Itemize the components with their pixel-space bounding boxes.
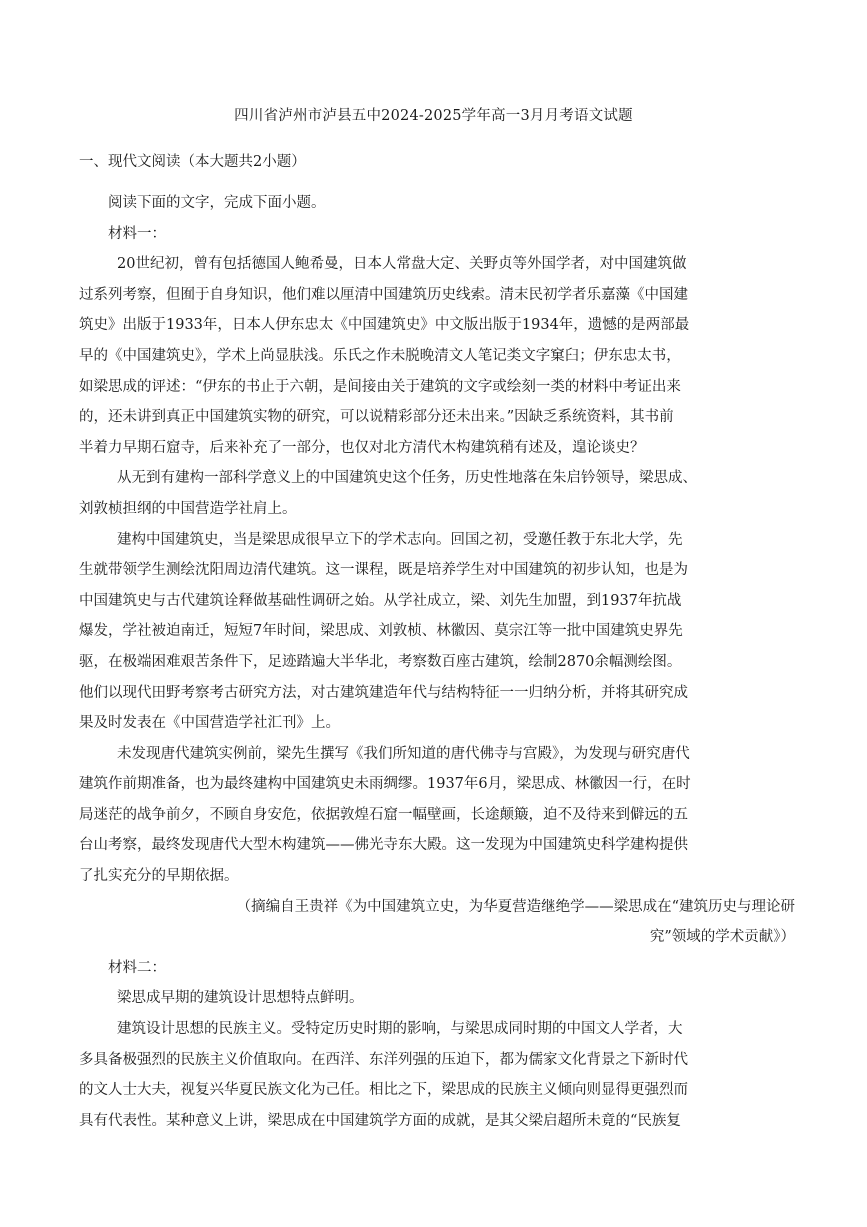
material1-paragraph-1 <box>79 249 795 463</box>
material1-label: 材料一： <box>108 225 166 242</box>
text-line: 如梁思成的评述：“伊东的书止于六朝，是间接由关于建筑的文字或绘刻一类的材料中考证出来 <box>79 378 681 395</box>
text-line: 20世纪初，曾有包括德国人鲍希曼，日本人常盘大定、关野贞等外国学者，对中国建筑做 <box>117 256 687 273</box>
reading-content <box>79 188 795 1136</box>
text-line: 的，还未讲到真正中国建筑实物的研究，可以说精彩部分还未出来。”因缺乏系统资料，其书前 <box>79 409 674 426</box>
text-line: 从无到有建构一部科学意义上的中国建筑史这个任务，历史性地落在朱启钤领导，梁思成、 <box>117 470 697 487</box>
source-line: 究”领域的学术贡献》） <box>649 929 795 946</box>
text-line: 台山考察，最终发现唐代大型木构建筑——佛光寺东大殿。这一发现为中国建筑史科学建构提供 <box>79 837 688 854</box>
text-line: 果及时发表在《中国营造学社汇刊》上。 <box>79 715 340 732</box>
text-line: 梁思成早期的建筑设计思想特点鲜明。 <box>117 990 364 1007</box>
text-line: 具有代表性。某种意义上讲，梁思成在中国建筑学方面的成就，是其父梁启超所未竟的“民族复 <box>79 1112 681 1129</box>
text-line: 早的《中国建筑史》，学术上尚显肤浅。乐氏之作未脱晚清文人笔记类文字窠臼；伊东忠太书， <box>79 347 681 364</box>
text-line: 中国建筑史与古代建筑诠释做基础性调研之始。从学社成立，梁、刘先生加盟，到1937年抗战 <box>79 592 682 609</box>
text-line: 建构中国建筑史，当是梁思成很早立下的学术志向。回国之初，受邀任教于东北大学，先 <box>117 531 683 548</box>
text-line: 筑史》出版于1933年，日本人伊东忠太《中国建筑史》中文版出版于1934年，遗憾的是两部最 <box>79 317 690 334</box>
text-line: 刘敦桢担纲的中国营造学社肩上。 <box>79 500 297 517</box>
material1-paragraph-2 <box>79 463 795 524</box>
material1-paragraph-4 <box>79 739 795 892</box>
text-line: 了扎实充分的早期依据。 <box>79 868 239 885</box>
instruction-text: 阅读下面的文字，完成下面小题。 <box>108 195 326 211</box>
text-line: 驱，在极端困难艰苦条件下，足迹踏遍大半华北，考察数百座古建筑，绘制2870余幅测绘图。 <box>79 653 682 670</box>
text-line: 未发现唐代建筑实例前，梁先生撰写《我们所知道的唐代佛寺与宫殿》，为发现与研究唐代 <box>117 745 690 762</box>
text-line: 生就带领学生测绘沈阳周边清代建筑。这一课程，既是培养学生对中国建筑的初步认知，也是为 <box>79 562 688 579</box>
text-line: 局迷茫的战争前夕，不顾自身安危，依据敦煌石窟一幅壁画，长途颠簸，迫不及待来到僻远的五 <box>79 806 688 823</box>
text-line: 过系列考察，但囿于自身知识，他们难以厘清中国建筑历史线索。清末民初学者乐嘉藻《中国建 <box>79 286 688 303</box>
text-line: 多具备极强烈的民族主义价值取向。在西洋、东洋列强的压迫下，都为儒家文化背景之下新时代 <box>79 1051 688 1068</box>
material1-paragraph-3 <box>79 525 795 739</box>
text-line: 爆发，学社被迫南迁，短短7年时间，梁思成、刘敦桢、林徽因、莫宗江等一批中国建筑史界先 <box>79 623 683 640</box>
material2-paragraph-1 <box>79 983 795 1014</box>
text-line: 建筑作前期准备，也为最终建构中国建筑史未雨绸缪。1937年6月，梁思成、林徽因一行，在时 <box>79 776 691 793</box>
section-heading: 一、现代文阅读（本大题共2小题） <box>79 154 306 170</box>
document-title: 四川省泸州市泸县五中2024-2025学年高一3月月考语文试题 <box>234 108 633 124</box>
text-line: 他们以现代田野考察考古研究方法，对古建筑建造年代与结构特征一一归纳分析，并将其研究成 <box>79 684 688 701</box>
material1-source <box>79 892 795 953</box>
text-line: 建筑设计思想的民族主义。受特定历史时期的影响，与梁思成同时期的中国文人学者，大 <box>117 1021 683 1038</box>
material2-label: 材料二： <box>108 959 166 976</box>
material2-paragraph-2 <box>79 1014 795 1136</box>
text-line: 的文人士大夫，视复兴华夏民族文化为己任。相比之下，梁思成的民族主义倾向则显得更强烈而 <box>79 1082 688 1099</box>
text-line: 半着力早期石窟寺，后来补充了一部分，也仅对北方清代木构建筑稍有述及，遑论谈史？ <box>79 439 645 456</box>
source-line: （摘编自王贵祥《为中国建筑立史，为华夏营造继绝学——梁思成在“建筑历史与理论研 <box>236 898 795 915</box>
